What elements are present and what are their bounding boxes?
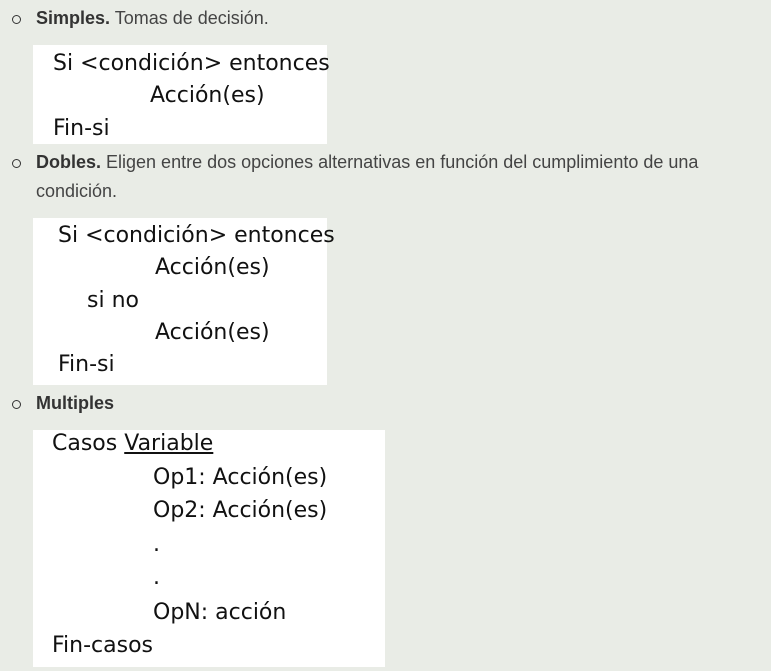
code-line: Acción(es)	[155, 255, 270, 280]
item-term: Simples.	[36, 8, 111, 28]
code-line: .	[153, 565, 160, 590]
code-line: Fin-si	[58, 352, 115, 377]
code-line: Fin-casos	[52, 633, 154, 658]
code-line: OpN: acción	[153, 600, 287, 625]
code-block-simples	[33, 45, 330, 144]
item-term: Multiples	[36, 393, 115, 413]
code-line: Op1: Acción(es)	[153, 465, 328, 490]
code-line: Acción(es)	[155, 320, 270, 345]
bullet-icon	[12, 400, 21, 409]
code-line: Si <condición> entonces	[53, 51, 330, 76]
item-term: Dobles.	[36, 152, 102, 172]
code-line: si no	[87, 288, 139, 313]
bullet-icon	[12, 159, 21, 168]
item-description: Eligen entre dos opciones alternativas en función del cumplimiento de una condición.	[36, 152, 699, 201]
code-line: .	[153, 532, 160, 557]
code-line: Acción(es)	[150, 83, 265, 108]
code-keyword: Casos	[52, 431, 125, 456]
code-line: Si <condición> entonces	[58, 223, 335, 248]
code-variable: Variable	[124, 431, 214, 456]
item-text	[36, 4, 761, 33]
item-text	[36, 389, 761, 418]
item-description: Tomas de decisión.	[110, 8, 269, 28]
code-line: Op2: Acción(es)	[153, 498, 328, 523]
code-line	[52, 431, 213, 456]
code-line: Fin-si	[53, 116, 110, 141]
bullet-icon	[12, 15, 21, 24]
item-text	[36, 148, 761, 206]
code-block-multiples	[33, 430, 385, 667]
code-block-dobles	[33, 218, 335, 385]
